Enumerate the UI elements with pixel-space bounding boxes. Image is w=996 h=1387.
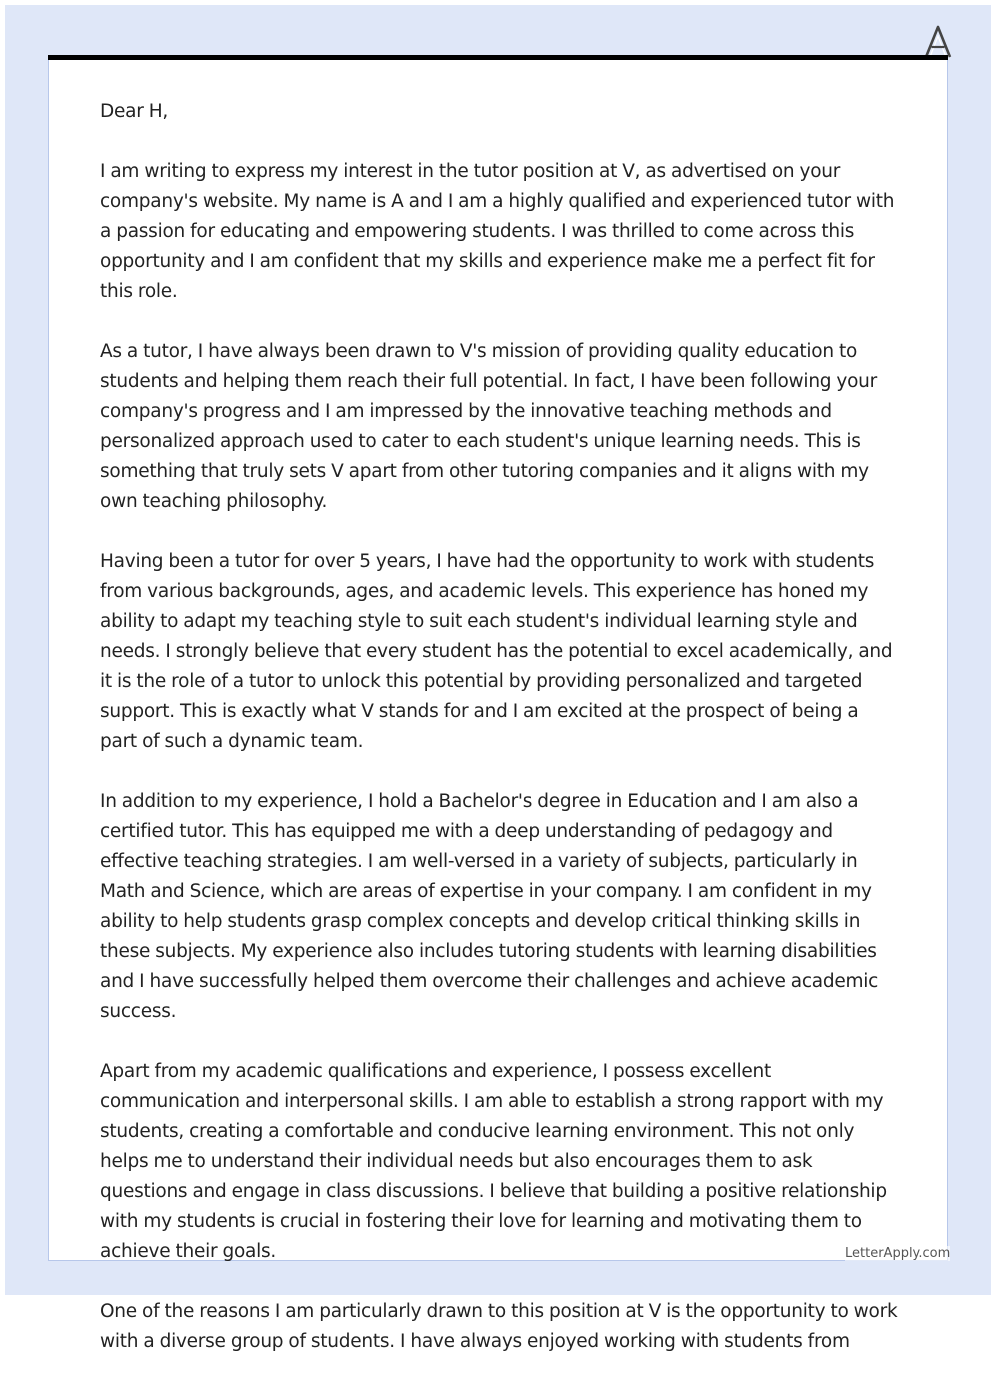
paragraph: As a tutor, I have always been drawn to V's mission of providing quality education to students and helping them reach their full potential. In fact, I have been following your company's progress and I am impressed by the innovative teaching methods and personalized approach used to cater to each student's unique learning needs. This is something that truly sets V apart from other tutoring companies and it aligns with my own teaching philosophy.: [100, 341, 878, 512]
paragraph: Apart from my academic qualifications and experience, I possess excellent communication and interpersonal skills. I am able to establish a strong rapport with my students, creating a comfortable and conducive learning environment. This not only helps me to understand their individual needs but also encourages them to ask questions and engage in class discussions. I believe that building a positive relationship with my students is crucial in fostering their love for learning and motivating them to achieve their goals.: [100, 1061, 887, 1262]
watermark-link[interactable]: LetterApply.com: [845, 1246, 951, 1261]
salutation: Dear H,: [100, 101, 168, 122]
a-logo-icon: [923, 25, 953, 59]
paragraph: One of the reasons I am particularly drawn to this position at V is the opportunity to work with a diverse group of students. I have always enjoyed working with students from: [100, 1301, 898, 1352]
paragraph: I am writing to express my interest in the tutor position at V, as advertised on your company's website. My name is A and I am a highly qualified and experienced tutor with a passion for educating and empowering students. I was thrilled to come across this opportunity and I am confident that my skills and experience make me a perfect fit for this role.: [100, 161, 895, 302]
letter-body: [100, 97, 900, 1387]
paragraph: In addition to my experience, I hold a Bachelor's degree in Education and I am also a certified tutor. This has equipped me with a deep understanding of pedagogy and effective teaching strategies. I am well-versed in a variety of subjects, particularly in Math and Science, which are areas of expertise in your company. I am confident in my ability to help students grasp complex concepts and develop critical thinking skills in these subjects. My experience also includes tutoring students with learning disabilities and I have successfully helped them overcome their challenges and achieve academic success.: [100, 791, 879, 1022]
paragraph: Having been a tutor for over 5 years, I have had the opportunity to work with students from various backgrounds, ages, and academic levels. This experience has honed my ability to adapt my teaching style to suit each student's individual learning style and needs. I strongly believe that every student has the potential to excel academically, and it is the role of a tutor to unlock this potential by providing personalized and targeted support. This is exactly what V stands for and I am excited at the prospect of being a part of such a dynamic team.: [100, 551, 893, 752]
